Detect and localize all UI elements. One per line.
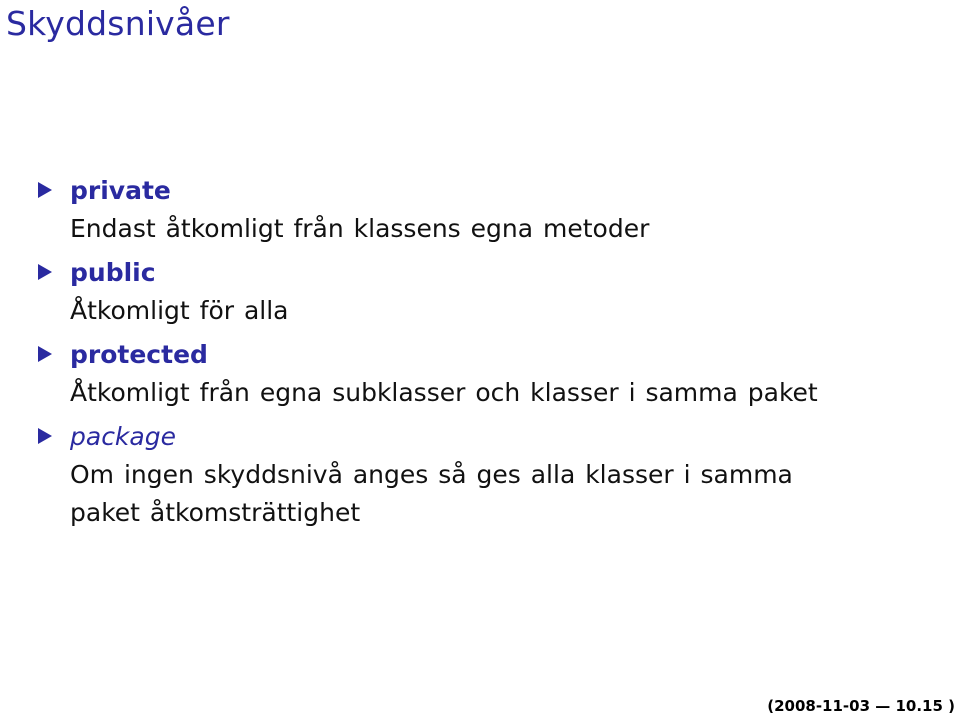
slide-footer-timestamp: (2008-11-03 — 10.15 ) (767, 697, 955, 715)
keyword-description: Endast åtkomligt från klassens egna metoder (70, 214, 650, 243)
keyword-label: private (70, 176, 171, 205)
list-item-private (38, 172, 938, 248)
keyword-description: Åtkomligt för alla (70, 296, 289, 325)
list-item-protected (38, 336, 938, 412)
keyword-label: package (70, 422, 176, 451)
keyword-description: Om ingen skyddsnivå anges så ges alla klasser i samma paket åtkomsträttighet (70, 460, 793, 527)
keyword-label: public (70, 258, 156, 287)
bullet-list (38, 172, 938, 538)
slide-title: Skyddsnivåer (6, 4, 230, 43)
list-item-package (38, 418, 938, 532)
keyword-label: protected (70, 340, 208, 369)
triangle-bullet-icon (38, 264, 52, 280)
triangle-bullet-icon (38, 346, 52, 362)
keyword-description: Åtkomligt från egna subklasser och klasser i samma paket (70, 378, 818, 407)
list-item-public (38, 254, 938, 330)
triangle-bullet-icon (38, 428, 52, 444)
triangle-bullet-icon (38, 182, 52, 198)
